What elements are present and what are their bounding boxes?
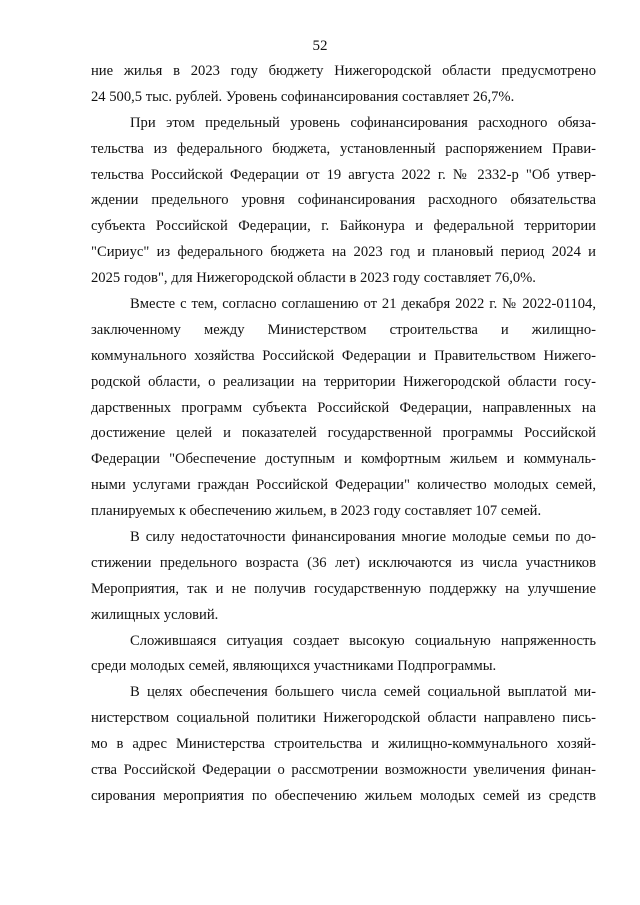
text-line: Сложившаяся ситуация создает высокую социальную напряженность xyxy=(130,632,596,649)
text-line: тельства Российской Федерации от 19 августа 2022 г. № 2332-р "Об утвер- xyxy=(91,166,596,183)
text-line: сирования мероприятия по обеспечению жильем молодых семей из средств xyxy=(91,787,596,804)
text-line: стижении предельного возраста (36 лет) исключаются из числа участников xyxy=(91,554,596,571)
document-body xyxy=(91,59,596,810)
text-line: ными услугами граждан Российской Федерации" количество молодых семей, xyxy=(91,477,596,494)
text-line: тельства из федерального бюджета, установленный распоряжением Прави- xyxy=(91,140,596,157)
paragraph xyxy=(91,525,596,629)
text-line: родской области, о реализации на территории Нижегородской области госу- xyxy=(91,373,596,390)
paragraph xyxy=(91,680,596,809)
text-line: "Сириус" из федерального бюджета на 2023 год и плановый период 2024 и xyxy=(91,244,596,261)
text-line: При этом предельный уровень софинансирования расходного обяза- xyxy=(130,114,596,131)
text-line: Мероприятия, так и не получив государственную поддержку на улучшение xyxy=(91,580,596,597)
text-line: мо в адрес Министерства строительства и жилищно-коммунального хозяй- xyxy=(91,736,596,753)
paragraph xyxy=(91,111,596,292)
text-line: дарственных программ субъекта Российской Федерации, направленных на xyxy=(91,399,596,416)
text-line: Вместе с тем, согласно соглашению от 21 декабря 2022 г. № 2022-01104, xyxy=(130,296,596,313)
text-line: ние жилья в 2023 году бюджету Нижегородской области предусмотрено xyxy=(91,63,596,79)
text-line: нистерством социальной политики Нижегородской области направлено пись- xyxy=(91,710,596,727)
text-line: ства Российской Федерации о рассмотрении возможности увеличения финан- xyxy=(91,762,596,779)
page-number: 52 xyxy=(312,38,328,54)
paragraph xyxy=(91,629,596,681)
text-line: жилищных условий. xyxy=(91,606,219,623)
text-line: достижение целей и показателей государственной программы Российской xyxy=(91,425,596,442)
text-line: коммунального хозяйства Российской Федерации и Правительством Нижего- xyxy=(91,347,596,364)
paragraph xyxy=(91,292,596,525)
text-line: В силу недостаточности финансирования многие молодые семьи по до- xyxy=(130,529,596,546)
paragraph xyxy=(91,59,596,111)
text-line: В целях обеспечения большего числа семей социальной выплатой ми- xyxy=(130,684,596,701)
text-line: 2025 годов", для Нижегородской области в 2023 году составляет 76,0%. xyxy=(91,270,536,287)
text-line: 24 500,5 тыс. рублей. Уровень софинансирования составляет 26,7%. xyxy=(91,88,515,105)
text-line: субъекта Российской Федерации, г. Байконура и федеральной территории xyxy=(91,218,596,235)
text-line: Федерации "Обеспечение доступным и комфортным жильем и коммуналь- xyxy=(91,451,596,468)
text-line: среди молодых семей, являющихся участниками Подпрограммы. xyxy=(91,658,497,675)
text-line: ждении предельного уровня софинансирования расходного обязательства xyxy=(91,192,596,209)
text-line: планируемых к обеспечению жильем, в 2023 году составляет 107 семей. xyxy=(91,503,542,520)
text-line: заключенному между Министерством строительства и жилищно- xyxy=(91,321,596,338)
